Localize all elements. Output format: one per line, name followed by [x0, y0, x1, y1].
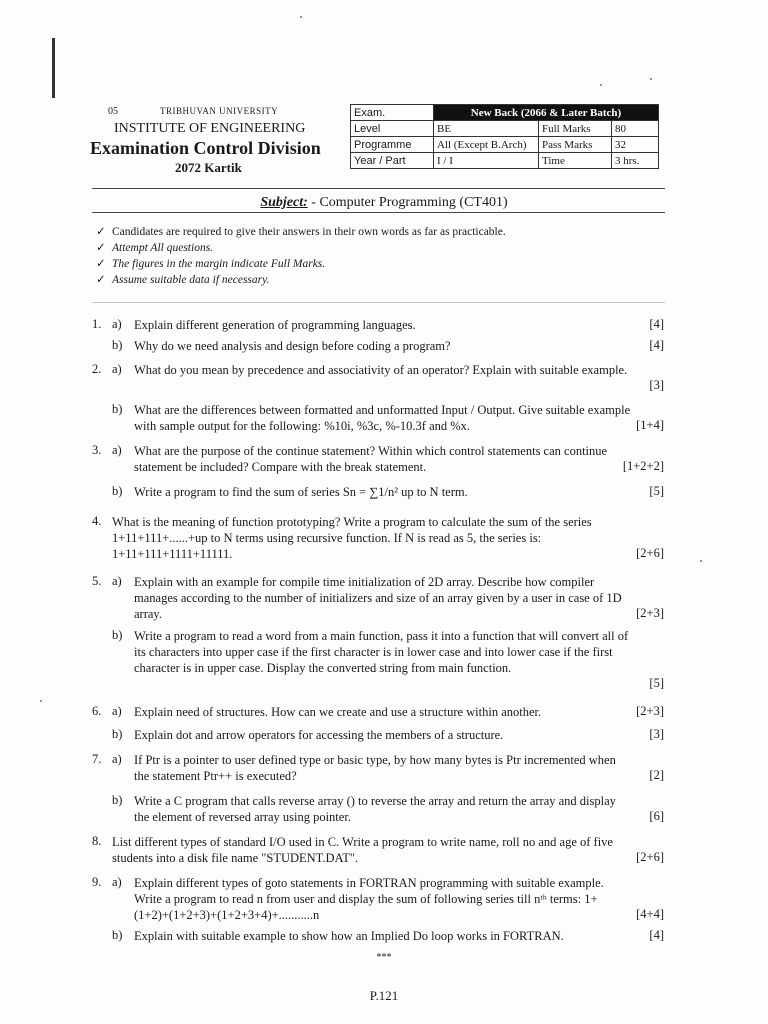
question-text: List different types of standard I/O used in C. Write a program to write name, roll no and age of five students into a disk file name "STUDENT.DAT". — [112, 835, 613, 865]
question-marks: [2+6] — [636, 850, 664, 864]
scan-speck — [700, 560, 702, 562]
page-number: P.121 — [369, 988, 399, 1003]
full-marks-value: 80 — [612, 121, 659, 137]
question-part: b) — [112, 628, 123, 642]
question-text: Write a C program that calls reverse array () to reverse the array and return the array and display the element of reversed array using pointer. — [134, 794, 616, 824]
question-text: Write a program to read a word from a main function, pass it into a function that will convert all of its characters into upper case if the first character is in lower case and into lower case if the first character is in upper case. Display the converted string from main function. — [134, 629, 629, 675]
question-marks: [4] — [649, 928, 664, 942]
question-marks: [6] — [649, 809, 664, 823]
full-marks-label: Full Marks — [539, 121, 612, 137]
division-name: Examination Control Division — [90, 138, 321, 158]
instruction-item: ✓ Assume suitable data if necessary. — [96, 274, 270, 286]
question-part: b) — [112, 928, 123, 942]
question-marks: [3] — [649, 727, 664, 741]
question-marks: [2+6] — [636, 546, 664, 560]
question-part: a) — [112, 443, 122, 457]
question-marks: [1+4] — [636, 418, 664, 432]
instruction-item: ✓ Candidates are required to give their answers in their own words as far as practicable. — [96, 226, 506, 238]
question-marks: [5] — [649, 484, 664, 498]
instructions-divider — [92, 302, 665, 303]
question-marks: [4+4] — [636, 907, 664, 921]
question-text: Explain dot and arrow operators for accessing the members of a structure. — [134, 728, 504, 742]
programme-label: Programme — [351, 137, 434, 153]
question-text: Explain need of structures. How can we create and use a structure within another. — [134, 705, 542, 719]
question-number: 3. — [92, 443, 102, 457]
question-part: a) — [112, 752, 122, 766]
time-label: Time — [539, 153, 612, 169]
question-marks: [5] — [649, 676, 664, 690]
question-number: 4. — [92, 514, 102, 528]
subject-name: - Computer Programming (CT401) — [311, 195, 508, 210]
question-part: a) — [112, 875, 122, 889]
year-part-value: I / I — [434, 153, 539, 169]
exam-info-table — [350, 104, 659, 169]
question-text: Explain different generation of programming languages. — [134, 318, 416, 332]
check-icon: ✓ — [96, 226, 106, 238]
instruction-item: ✓ The figures in the margin indicate Full Marks. — [96, 258, 326, 270]
question-text: Explain different types of goto statements in FORTRAN programming with suitable example. Write a program to read n from user and display the sum of following series till nᵗʰ terms: 1+(1+2)+(1+2+3)+(1+2+3+4)+...........n — [134, 876, 604, 922]
scan-speck — [650, 78, 652, 80]
exam-year: 2072 Kartik — [175, 160, 242, 175]
question-number: 2. — [92, 362, 102, 376]
question-text: Why do we need analysis and design before coding a program? — [134, 339, 451, 353]
scan-speck — [300, 16, 302, 18]
year-part-label: Year / Part — [351, 153, 434, 169]
scan-edge-mark — [52, 38, 55, 98]
question-marks: [3] — [649, 378, 664, 392]
question-part: a) — [112, 574, 122, 588]
subject-line — [0, 195, 768, 211]
batch-info: New Back (2066 & Later Batch) — [434, 105, 659, 121]
question-text: What do you mean by precedence and associativity of an operator? Explain with suitable example. — [134, 363, 628, 377]
question-marks: [1+2+2] — [622, 459, 664, 473]
pass-marks-value: 32 — [612, 137, 659, 153]
question-number: 5. — [92, 574, 102, 588]
question-part: b) — [112, 484, 123, 498]
end-mark: *** — [376, 952, 392, 963]
check-icon: ✓ — [96, 274, 106, 286]
question-part: b) — [112, 338, 123, 352]
question-marks: [4] — [649, 338, 664, 352]
exam-label: Exam. — [351, 105, 434, 121]
question-text: Write a program to find the sum of series Sn = ∑1/n² up to N term. — [134, 485, 468, 499]
question-part: b) — [112, 793, 123, 807]
scan-speck — [600, 84, 602, 86]
question-part: a) — [112, 317, 122, 331]
question-part: a) — [112, 704, 122, 718]
subject-label: Subject: — [260, 195, 308, 210]
question-text: Explain with an example for compile time initialization of 2D array. Describe how compiler manages according to the number of initializers and size of an array given by a user in case of 1D array. — [134, 575, 622, 621]
institute-name: INSTITUTE OF ENGINEERING — [114, 121, 306, 136]
question-text: What are the differences between formatted and unformatted Input / Output. Give suitable example with sample output for the following: %10i, %3c, %-10.3f and %x. — [134, 403, 631, 433]
question-part: b) — [112, 402, 123, 416]
scan-speck — [40, 700, 42, 702]
question-number: 8. — [92, 834, 102, 848]
pass-marks-label: Pass Marks — [539, 137, 612, 153]
question-marks: [2+3] — [636, 704, 664, 718]
subject-divider — [92, 212, 665, 213]
question-number: 9. — [92, 875, 102, 889]
time-value: 3 hrs. — [612, 153, 659, 169]
level-value: BE — [434, 121, 539, 137]
question-marks: [2+3] — [636, 606, 664, 620]
question-part: b) — [112, 727, 123, 741]
level-label: Level — [351, 121, 434, 137]
check-icon: ✓ — [96, 242, 106, 254]
university-name: TRIBHUVAN UNIVERSITY — [160, 106, 279, 116]
question-text: If Ptr is a pointer to user defined type or basic type, by how many bytes is Ptr incremented when the statement Ptr++ is executed? — [134, 753, 616, 783]
header-divider — [92, 188, 665, 189]
question-marks: [2] — [649, 768, 664, 782]
question-text: Explain with suitable example to show how an Implied Do loop works in FORTRAN. — [134, 929, 564, 943]
instruction-item: ✓ Attempt All questions. — [96, 242, 214, 254]
question-text: What is the meaning of function prototyping? Write a program to calculate the sum of the series 1+11+111+......+up to N terms using recursive function. If N is read as 5, the series is: 1+11+111+1111+11111. — [112, 515, 592, 561]
check-icon: ✓ — [96, 258, 106, 270]
question-marks: [4] — [649, 317, 664, 331]
question-number: 1. — [92, 317, 102, 331]
question-part: a) — [112, 362, 122, 376]
programme-value: All (Except B.Arch) — [434, 137, 539, 153]
question-text: What are the purpose of the continue statement? Within which control statements can continue statement be included? Compare with the break statement. — [134, 444, 608, 474]
question-number: 6. — [92, 704, 102, 718]
paper-code: 05 — [108, 106, 118, 117]
question-number: 7. — [92, 752, 102, 766]
